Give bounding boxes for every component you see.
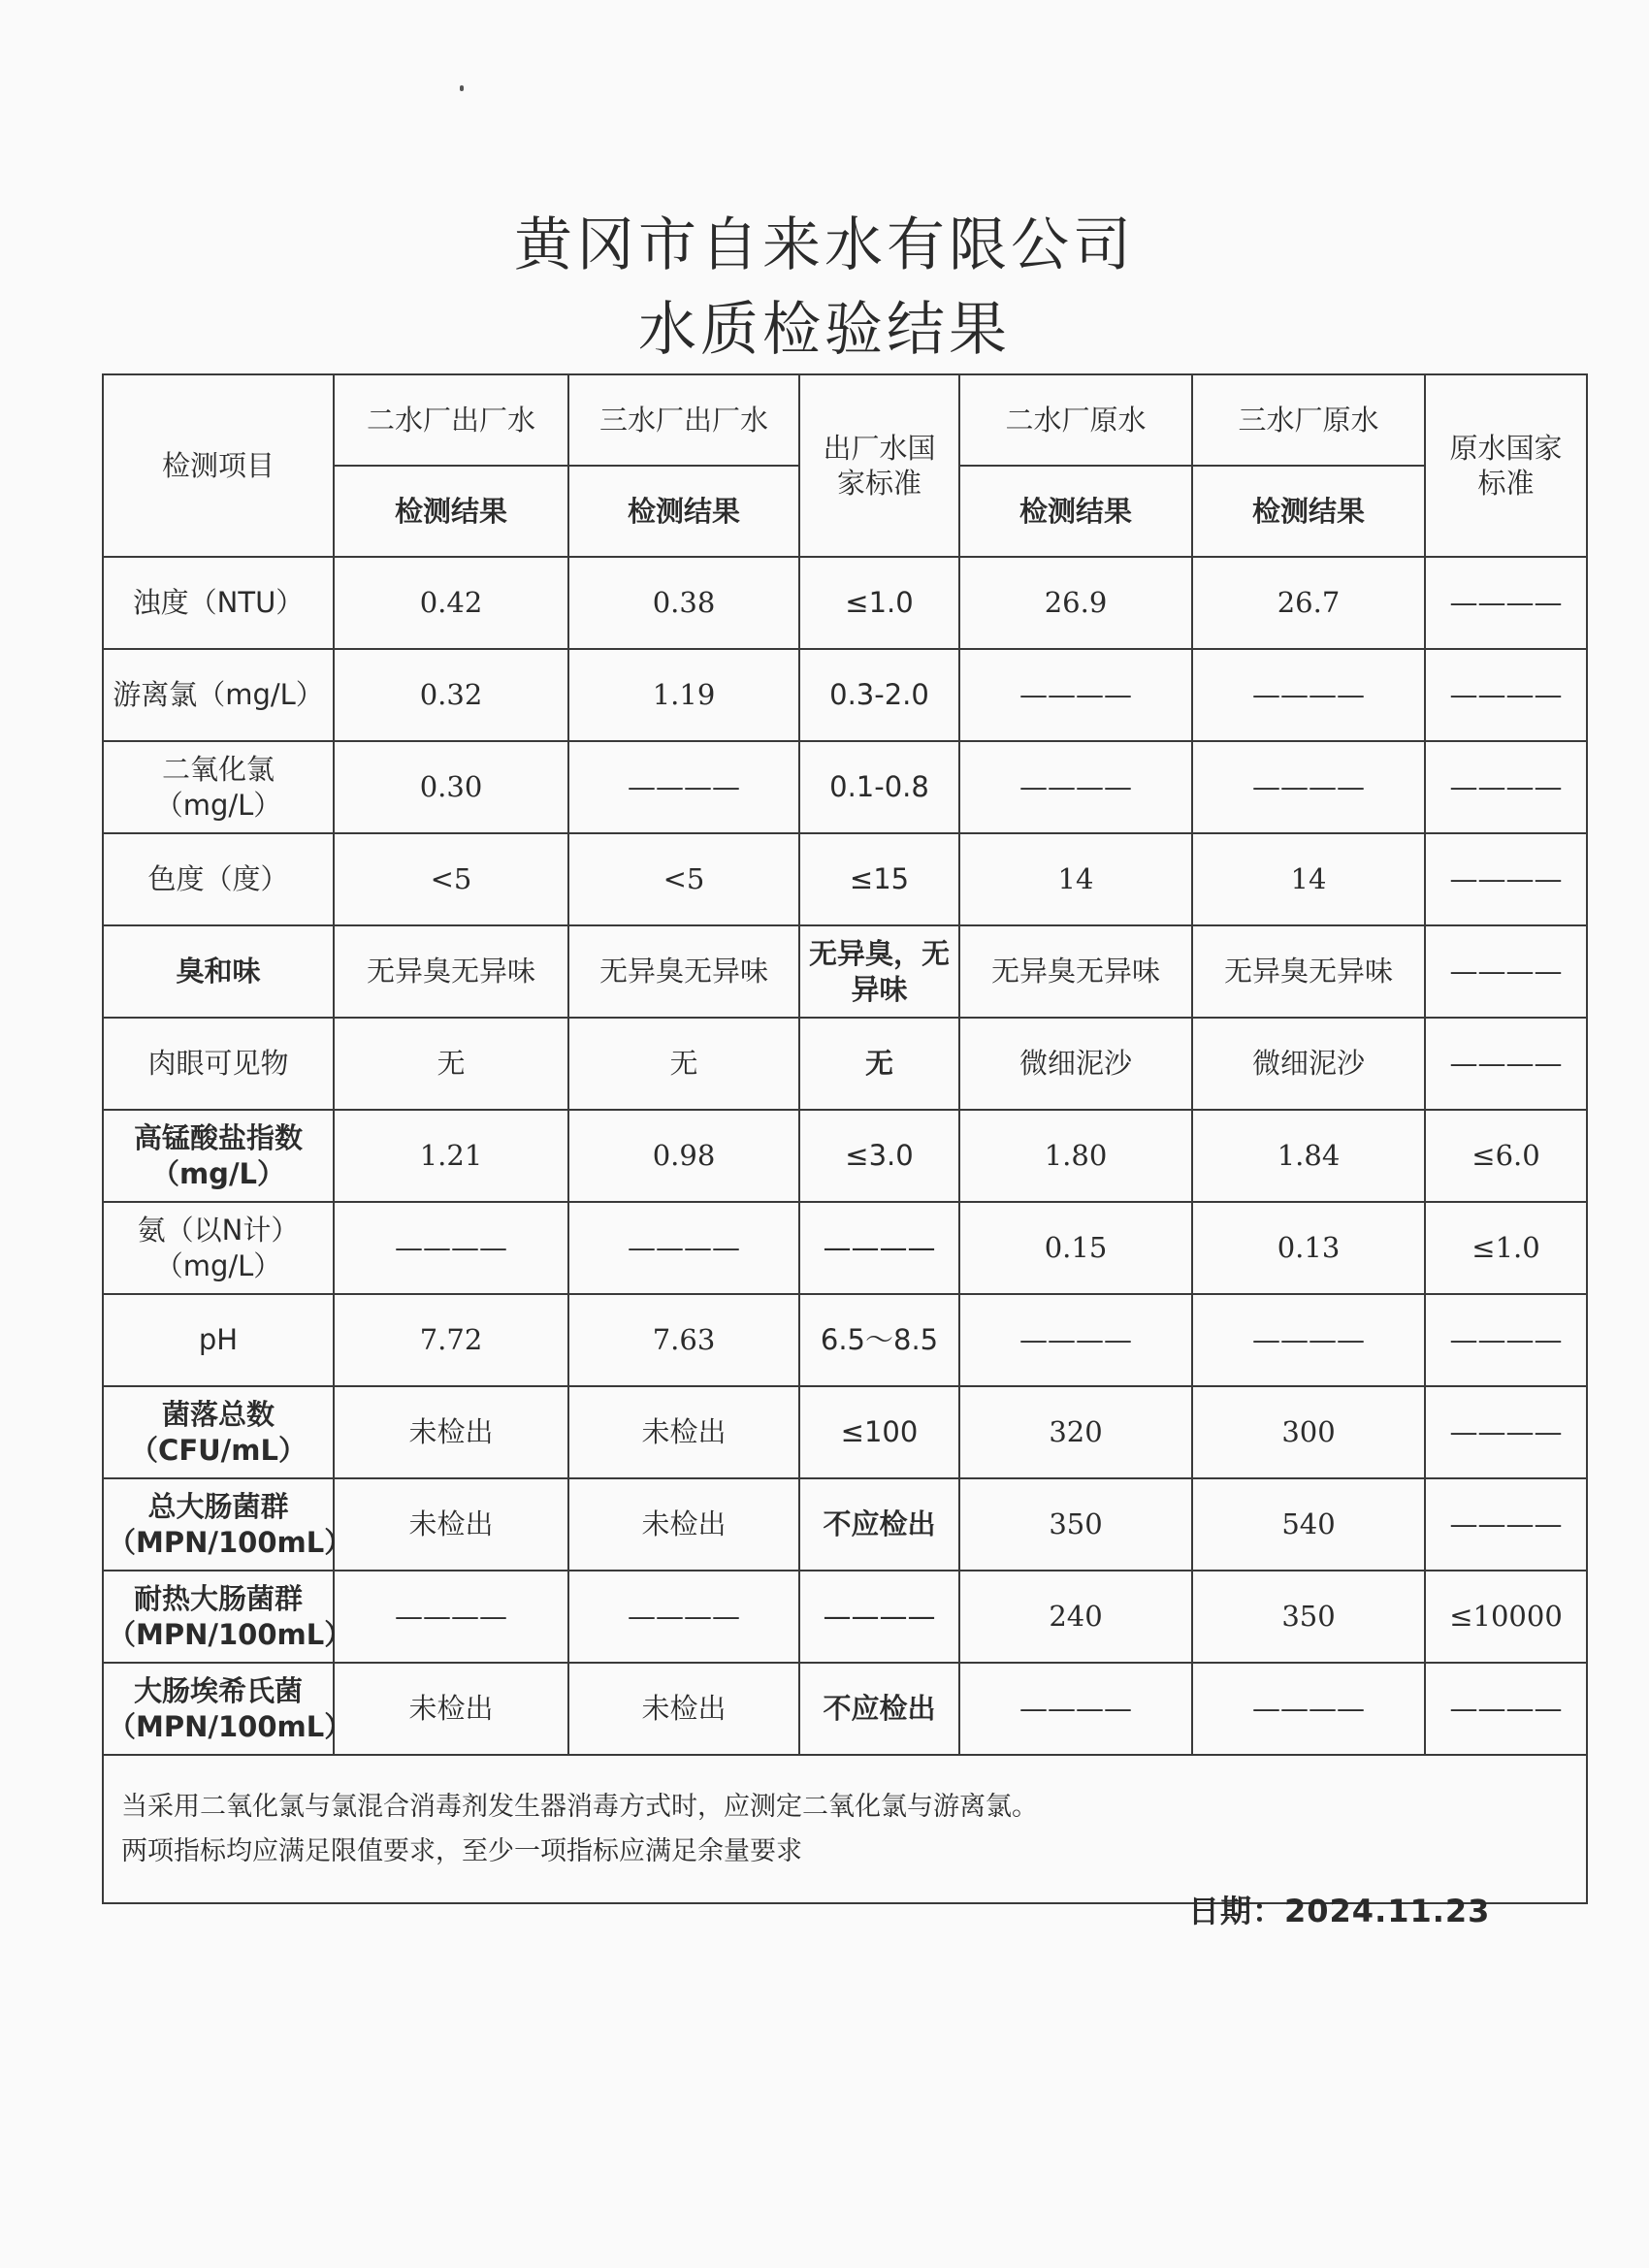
value-cell-c5: ———— <box>1192 1663 1425 1755</box>
table-row <box>103 557 1587 649</box>
table-row <box>103 1478 1587 1571</box>
value-cell-c2: 无 <box>568 1018 799 1110</box>
value-cell-c4: 14 <box>959 833 1192 925</box>
value-cell-c6: ———— <box>1425 1294 1587 1386</box>
value-cell-c1: <5 <box>334 833 568 925</box>
report-title: 水质检验结果 <box>638 296 1011 364</box>
item-name-cell: 总大肠菌群（MPN/100mL） <box>103 1478 334 1571</box>
value-cell-c2: 未检出 <box>568 1478 799 1571</box>
table-row <box>103 833 1587 925</box>
value-cell-c4: 0.15 <box>959 1202 1192 1294</box>
value-cell-c3: 无异臭，无异味 <box>799 925 959 1018</box>
value-cell-c5: 无异臭无异味 <box>1192 925 1425 1018</box>
value-cell-c2: 1.19 <box>568 649 799 741</box>
item-name-cell: pH <box>103 1294 334 1386</box>
value-cell-c6: ———— <box>1425 1478 1587 1571</box>
company-title: 黄冈市自来水有限公司 <box>514 211 1135 279</box>
value-cell-c6: ———— <box>1425 1663 1587 1755</box>
value-cell-c4: ———— <box>959 1294 1192 1386</box>
value-cell-c6: ≤6.0 <box>1425 1110 1587 1202</box>
value-cell-c2: ———— <box>568 1571 799 1663</box>
value-cell-c3: 无 <box>799 1018 959 1110</box>
header-col3-label: 出厂水国家标准 <box>823 431 936 500</box>
item-name-cell: 氨（以N计）（mg/L） <box>103 1202 334 1294</box>
value-cell-c1: 0.32 <box>334 649 568 741</box>
value-cell-c6: ≤1.0 <box>1425 1202 1587 1294</box>
item-name-cell: 肉眼可见物 <box>103 1018 334 1110</box>
table-row <box>103 1110 1587 1202</box>
value-cell-c4: 240 <box>959 1571 1192 1663</box>
value-cell-c5: 14 <box>1192 833 1425 925</box>
scan-speck <box>460 85 464 91</box>
item-name-cell: 二氧化氯（mg/L） <box>103 741 334 833</box>
subheader-result-1: 检测结果 <box>334 466 568 557</box>
header-col1: 二水厂出厂水 <box>334 374 568 466</box>
table-row <box>103 741 1587 833</box>
value-cell-c4: 无异臭无异味 <box>959 925 1192 1018</box>
header-col6-label: 原水国家标准 <box>1449 431 1563 500</box>
item-name-cell: 大肠埃希氏菌（MPN/100mL） <box>103 1663 334 1755</box>
value-cell-c4: 350 <box>959 1478 1192 1571</box>
value-cell-c1: 未检出 <box>334 1663 568 1755</box>
value-cell-c3: ———— <box>799 1202 959 1294</box>
header-row <box>103 374 1587 466</box>
value-cell-c4: ———— <box>959 1663 1192 1755</box>
table-row <box>103 1294 1587 1386</box>
item-name-cell: 色度（度） <box>103 833 334 925</box>
header-col4: 二水厂原水 <box>959 374 1192 466</box>
item-name-cell: 浊度（NTU） <box>103 557 334 649</box>
note-row <box>103 1755 1587 1903</box>
value-cell-c4: ———— <box>959 741 1192 833</box>
value-cell-c1: 未检出 <box>334 1386 568 1478</box>
results-table <box>102 373 1588 1904</box>
value-cell-c6: ———— <box>1425 1386 1587 1478</box>
value-cell-c6: ———— <box>1425 925 1587 1018</box>
value-cell-c2: <5 <box>568 833 799 925</box>
value-cell-c3: ≤1.0 <box>799 557 959 649</box>
value-cell-c6: ———— <box>1425 833 1587 925</box>
data-rows <box>103 557 1587 1755</box>
value-cell-c6: ———— <box>1425 557 1587 649</box>
value-cell-c3: 不应检出 <box>799 1663 959 1755</box>
value-cell-c6: ———— <box>1425 741 1587 833</box>
value-cell-c1: 0.42 <box>334 557 568 649</box>
value-cell-c3: ≤100 <box>799 1386 959 1478</box>
table-row <box>103 1018 1587 1110</box>
value-cell-c1: ———— <box>334 1202 568 1294</box>
header-col6 <box>1425 374 1587 557</box>
value-cell-c5: 微细泥沙 <box>1192 1018 1425 1110</box>
item-name-cell: 耐热大肠菌群（MPN/100mL） <box>103 1571 334 1663</box>
item-name-cell: 菌落总数（CFU/mL） <box>103 1386 334 1478</box>
value-cell-c5: 300 <box>1192 1386 1425 1478</box>
value-cell-c2: 0.98 <box>568 1110 799 1202</box>
value-cell-c1: 无 <box>334 1018 568 1110</box>
header-item: 检测项目 <box>103 374 334 557</box>
value-cell-c3: ≤15 <box>799 833 959 925</box>
value-cell-c2: 未检出 <box>568 1386 799 1478</box>
report-date: 日期：2024.11.23 <box>1188 1893 1491 1929</box>
table-row <box>103 1571 1587 1663</box>
value-cell-c4: 微细泥沙 <box>959 1018 1192 1110</box>
value-cell-c4: 320 <box>959 1386 1192 1478</box>
subheader-result-5: 检测结果 <box>1192 466 1425 557</box>
value-cell-c2: ———— <box>568 741 799 833</box>
note-cell <box>103 1755 1587 1903</box>
value-cell-c2: 无异臭无异味 <box>568 925 799 1018</box>
header-col3 <box>799 374 959 557</box>
value-cell-c5: 0.13 <box>1192 1202 1425 1294</box>
item-name-cell: 游离氯（mg/L） <box>103 649 334 741</box>
value-cell-c1: 无异臭无异味 <box>334 925 568 1018</box>
value-cell-c1: ———— <box>334 1571 568 1663</box>
item-name-cell: 高锰酸盐指数（mg/L） <box>103 1110 334 1202</box>
value-cell-c1: 未检出 <box>334 1478 568 1571</box>
value-cell-c5: ———— <box>1192 1294 1425 1386</box>
value-cell-c5: ———— <box>1192 741 1425 833</box>
value-cell-c3: 0.1-0.8 <box>799 741 959 833</box>
value-cell-c5: ———— <box>1192 649 1425 741</box>
value-cell-c2: 7.63 <box>568 1294 799 1386</box>
note-line-2: 两项指标均应满足限值要求，至少一项指标应满足余量要求 <box>121 1835 802 1866</box>
value-cell-c2: 0.38 <box>568 557 799 649</box>
table-row <box>103 1386 1587 1478</box>
value-cell-c1: 1.21 <box>334 1110 568 1202</box>
value-cell-c4: ———— <box>959 649 1192 741</box>
value-cell-c6: ———— <box>1425 1018 1587 1110</box>
value-cell-c3: 不应检出 <box>799 1478 959 1571</box>
note-line-1: 当采用二氧化氯与氯混合消毒剂发生器消毒方式时，应测定二氧化氯与游离氯。 <box>121 1791 1038 1822</box>
value-cell-c5: 350 <box>1192 1571 1425 1663</box>
value-cell-c1: 7.72 <box>334 1294 568 1386</box>
table-row <box>103 1202 1587 1294</box>
table-row <box>103 649 1587 741</box>
value-cell-c5: 1.84 <box>1192 1110 1425 1202</box>
value-cell-c4: 26.9 <box>959 557 1192 649</box>
header-col2: 三水厂出厂水 <box>568 374 799 466</box>
value-cell-c5: 540 <box>1192 1478 1425 1571</box>
value-cell-c3: ———— <box>799 1571 959 1663</box>
value-cell-c6: ≤10000 <box>1425 1571 1587 1663</box>
value-cell-c6: ———— <box>1425 649 1587 741</box>
subheader-result-2: 检测结果 <box>568 466 799 557</box>
value-cell-c3: ≤3.0 <box>799 1110 959 1202</box>
value-cell-c5: 26.7 <box>1192 557 1425 649</box>
value-cell-c2: ———— <box>568 1202 799 1294</box>
header-col5: 三水厂原水 <box>1192 374 1425 466</box>
value-cell-c3: 6.5～8.5 <box>799 1294 959 1386</box>
value-cell-c3: 0.3-2.0 <box>799 649 959 741</box>
subheader-result-4: 检测结果 <box>959 466 1192 557</box>
table-row <box>103 925 1587 1018</box>
value-cell-c4: 1.80 <box>959 1110 1192 1202</box>
value-cell-c1: 0.30 <box>334 741 568 833</box>
value-cell-c2: 未检出 <box>568 1663 799 1755</box>
item-name-cell: 臭和味 <box>103 925 334 1018</box>
table-row <box>103 1663 1587 1755</box>
